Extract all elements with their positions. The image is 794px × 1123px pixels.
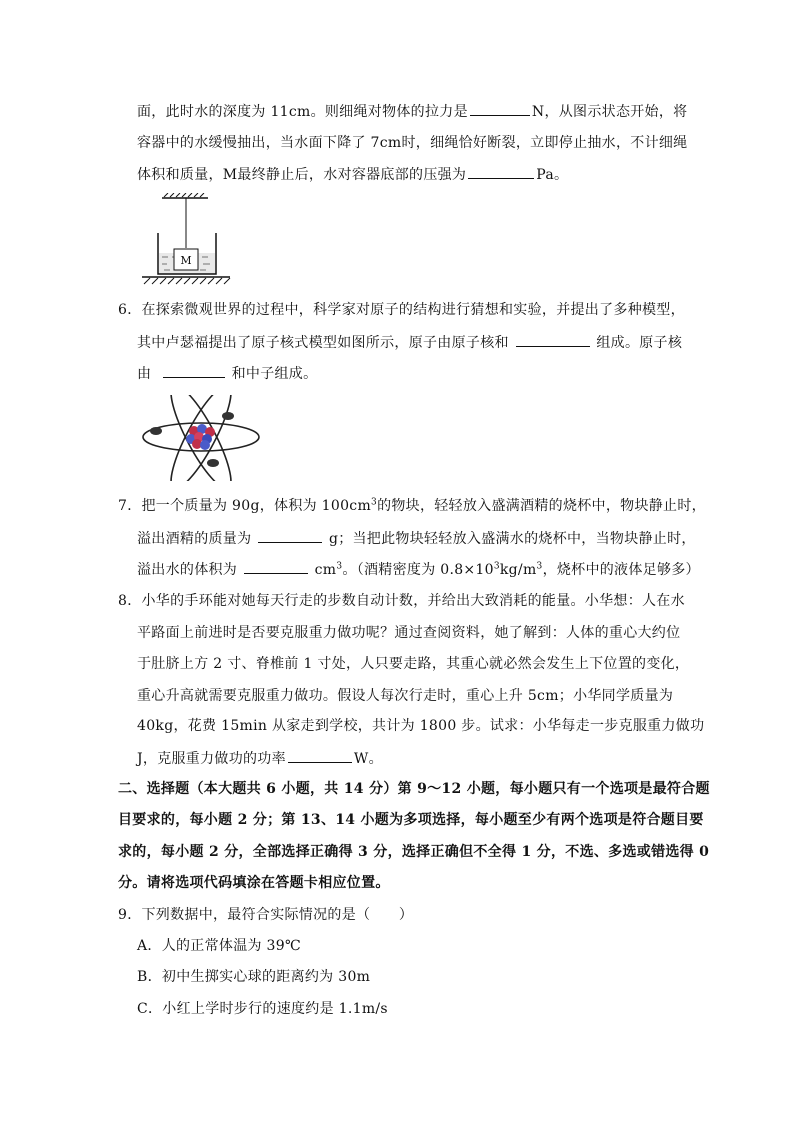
q7-superscript: 3 — [493, 561, 500, 572]
ceiling-hatch — [164, 193, 204, 197]
q7-text: cm — [314, 562, 337, 578]
q9-option-b[interactable] — [137, 967, 370, 987]
section2-text: 求的，每小题 2 分，全部选择正确得 3 分，选择正确但不全得 1 分，不选、多选或错选得 0 — [118, 844, 710, 860]
q7-text: 的物块，轻轻放入盛满酒精的烧杯中，物块静止时， — [377, 498, 706, 514]
q8-line-5 — [137, 716, 704, 736]
q7-text: 溢出酒精的质量为 — [137, 531, 252, 547]
q7-superscript: 3 — [371, 497, 378, 508]
section2-line-4 — [118, 873, 390, 893]
q6-line-3 — [137, 363, 317, 384]
q7-superscript: 3 — [336, 561, 343, 572]
section2-line-1 — [118, 779, 710, 799]
q7-blank-1[interactable] — [258, 528, 322, 543]
q5-text: 体积和质量，M最终静止后，水对容器底部的压强为 — [137, 167, 467, 183]
q8-text: J，克服重力做功的功率 — [137, 751, 286, 767]
q9-option-text: B．初中生掷实心球的距离约为 30m — [137, 969, 371, 985]
container-figure — [140, 193, 236, 285]
q5-text: 面，此时水的深度为 11cm。则细绳对物体的拉力是 — [137, 104, 468, 120]
q9-text: 9．下列数据中，最符合实际情况的是（ ） — [118, 907, 414, 923]
block-m-label: M — [180, 254, 192, 267]
q5-line-3 — [137, 164, 568, 185]
q8-blank-1[interactable] — [288, 748, 352, 763]
q8-line-1 — [118, 591, 685, 611]
q7-blank-2[interactable] — [244, 559, 308, 574]
section2-line-3 — [118, 842, 709, 862]
q9-option-text: C．小红上学时步行的速度约是 1.1m/s — [137, 1001, 388, 1017]
ground-hatch — [144, 278, 230, 284]
q7-text: 溢出水的体积为 — [137, 562, 238, 578]
q7-text: 7．把一个质量为 90g，体积为 100cm — [118, 498, 372, 514]
q7-line-3 — [137, 559, 700, 580]
q8-text: 重心升高就需要克服重力做功。假设人每次行走时，重心上升 5cm；小华同学质量为 — [137, 688, 674, 704]
q8-line-2 — [137, 623, 680, 643]
q5-text: N，从图示状态开始，将 — [531, 104, 688, 120]
section2-text: 二、选择题（本大题共 6 小题，共 14 分）第 9～12 小题，每小题只有一个选项是最符合题 — [118, 781, 710, 797]
q8-text: 平路面上前进时是否要克服重力做功呢？通过查阅资料，她了解到：人体的重心大约位 — [137, 625, 681, 641]
q8-line-3 — [137, 654, 689, 674]
q5-line-1 — [137, 101, 687, 122]
q6-text: 由 — [137, 366, 152, 382]
q8-line-4 — [137, 686, 673, 706]
q5-line-2 — [137, 133, 687, 153]
q7-text: 。（酒精密度为 0.8×10 — [342, 562, 494, 578]
q6-blank-1[interactable] — [516, 332, 590, 347]
q6-line-2 — [137, 332, 682, 353]
q8-text: 40kg，花费 15min 从家走到学校，共计为 1800 步。试求：小华每走一步克服重力做功 — [137, 718, 705, 734]
atom-model-figure — [140, 395, 262, 481]
q5-blank-2[interactable] — [468, 164, 534, 179]
q8-text: 于肚脐上方 2 寸、脊椎前 1 寸处，人只要走路，其重心就必然会发生上下位置的变化， — [137, 656, 690, 672]
q9-stem — [118, 905, 413, 925]
q6-blank-2[interactable] — [163, 363, 225, 378]
section2-text: 目要求的，每小题 2 分；第 13、14 小题为多项选择，每小题至少有两个选项是符合题目要 — [118, 812, 704, 828]
q7-text: ，烧杯中的液体足够多） — [542, 562, 700, 578]
q7-text: kg/m — [499, 562, 537, 578]
section2-text: 分。请将选项代码填涂在答题卡相应位置。 — [118, 875, 390, 891]
q5-text: Pa。 — [536, 167, 569, 183]
q7-line-1 — [118, 496, 706, 516]
q6-line-1 — [118, 300, 685, 320]
q7-superscript: 3 — [536, 561, 543, 572]
q9-option-a[interactable] — [137, 936, 301, 956]
q8-text: W。 — [353, 751, 383, 767]
section2-line-2 — [118, 810, 704, 830]
q7-line-2 — [137, 528, 696, 549]
q7-text: g；当把此物块轻轻放入盛满水的烧杯中，当物块静止时， — [328, 531, 696, 547]
q8-text: 8．小华的手环能对她每天行走的步数自动计数，并给出大致消耗的能量。小华想：人在水 — [118, 593, 685, 609]
q9-option-c[interactable] — [137, 999, 388, 1019]
q5-text: 容器中的水缓慢抽出，当水面下降了 7cm时，细绳恰好断裂，立即停止抽水，不计细绳 — [137, 135, 688, 151]
q6-text: 组成。原子核 — [596, 335, 683, 351]
q6-text: 6．在探索微观世界的过程中，科学家对原子的结构进行猜想和实验，并提出了多种模型， — [118, 302, 685, 318]
q8-line-6 — [137, 748, 383, 769]
q6-text: 其中卢瑟福提出了原子核式模型如图所示，原子由原子核和 — [137, 335, 509, 351]
q6-text: 和中子组成。 — [231, 366, 318, 382]
q9-option-text: A．人的正常体温为 39℃ — [137, 938, 301, 954]
q5-blank-1[interactable] — [470, 101, 530, 116]
